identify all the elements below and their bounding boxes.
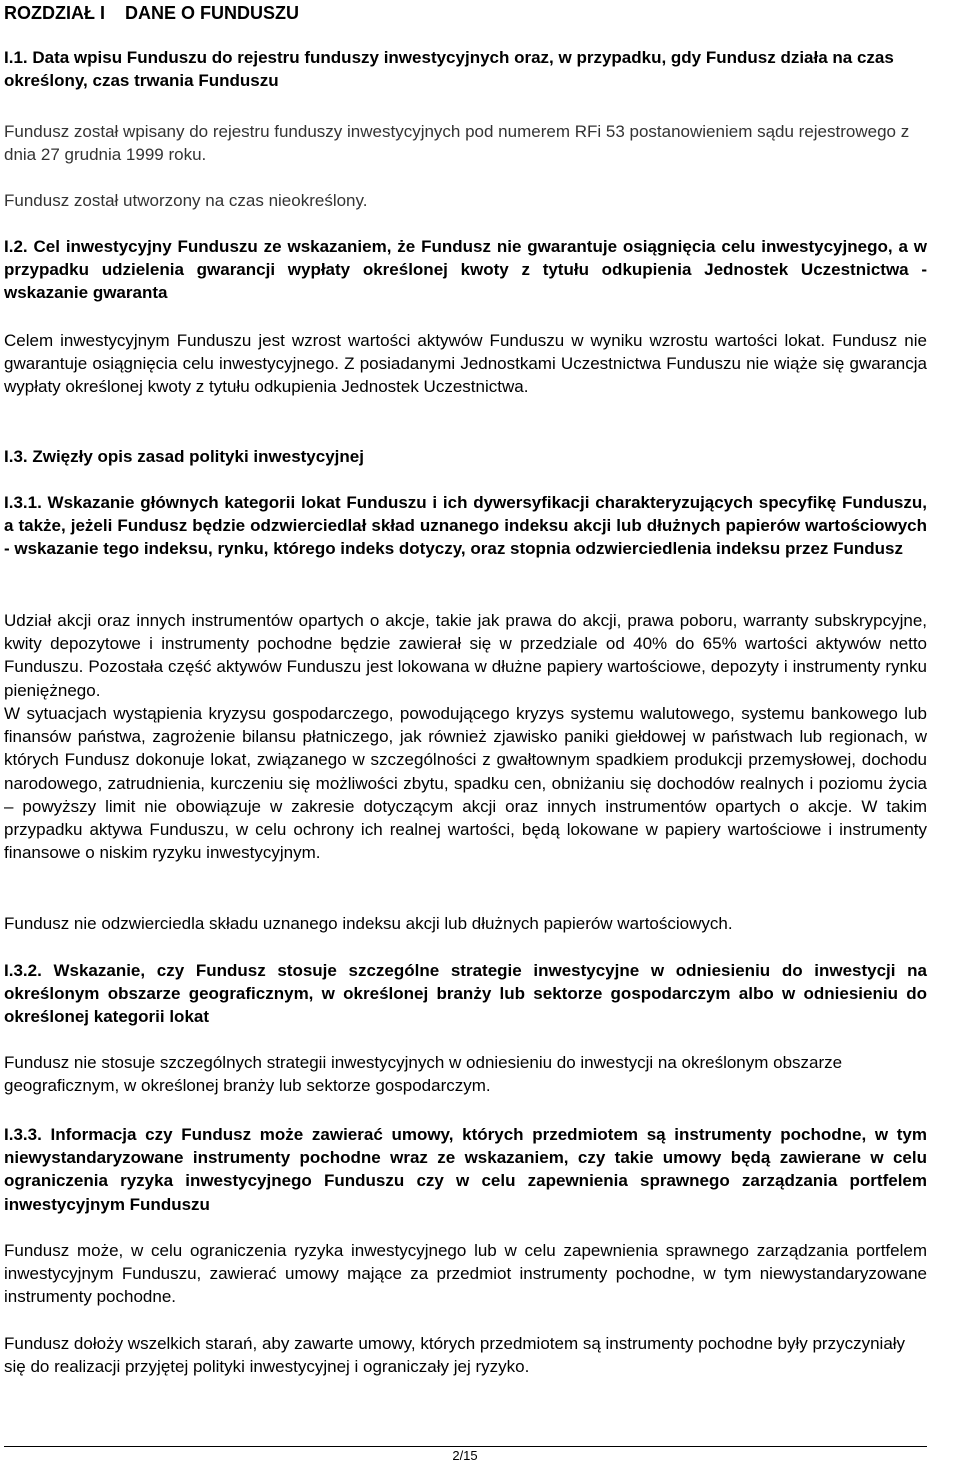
section-1-paragraph-2: Fundusz został utworzony na czas nieokreślony. xyxy=(4,191,368,210)
chapter-label: ROZDZIAŁ I xyxy=(4,3,105,23)
section-3-3-paragraph-2: Fundusz dołoży wszelkich starań, aby zawarte umowy, których przedmiotem są instrumenty pochodne były przyczyniały się do realizacji przyjętej polityki inwestycyjnej i ograniczały jej ryzyko. xyxy=(4,1334,906,1377)
section-3-1-heading: I.3.1. Wskazanie głównych kategorii lokat Funduszu i ich dywersyfikacji charakteryzujących specyfikę Funduszu, a także, jeżeli Fundusz będzie odzwierciedlał skład uznanego indeksu akcji lub dłużnych papierów wartościowych - wskazanie tego indeksu, rynku, którego indeks dotyczy, oraz stopnia odzwierciedlenia indeksu przez Fundusz xyxy=(4,493,927,559)
section-1-heading: I.1. Data wpisu Funduszu do rejestru funduszy inwestycyjnych oraz, w przypadku, gdy Fundusz działa na czas określony, czas trwania Funduszu xyxy=(4,48,894,91)
section-3-1-paragraph-3: Fundusz nie odzwierciedla składu uznanego indeksu akcji lub dłużnych papierów wartościowych. xyxy=(4,914,733,933)
section-2-heading: I.2. Cel inwestycyjny Funduszu ze wskazaniem, że Fundusz nie gwarantuje osiągnięcia celu inwestycyjnego, a w przypadku udzielenia gwarancji wypłaty określonej kwoty z tytułu odkupienia Jednostek Uczestnictwa - wskazanie gwaranta xyxy=(4,237,927,303)
section-3-3-paragraph-1: Fundusz może, w celu ograniczenia ryzyka inwestycyjnego lub w celu zapewnienia sprawnego zarządzania portfelem inwestycyjnym Funduszu, zawierać umowy mające za przedmiot instrumenty pochodne, w tym niewystandaryzowane instrumenty pochodne. xyxy=(4,1241,927,1307)
page-number: 2/15 xyxy=(452,1448,478,1463)
section-3-1-paragraph-1: Udział akcji oraz innych instrumentów opartych o akcje, takie jak prawa do akcji, prawa poboru, warranty subskrypcyjne, kwity depozytowe i instrumenty pochodne będzie zawierał się w przedziale od 40% do 65% wartości aktywów netto Funduszu. Pozostała część aktywów Funduszu jest lokowana w dłużne papiery wartościowe, depozyty i instrumenty rynku pieniężnego. xyxy=(4,611,927,700)
section-2-paragraph-1: Celem inwestycyjnym Funduszu jest wzrost wartości aktywów Funduszu w wyniku wzrostu wartości lokat. Fundusz nie gwarantuje osiągnięcia celu inwestycyjnego. Z posiadanymi Jednostkami Uczestnictwa Funduszu nie wiąże się gwarancja wypłaty określonej kwoty z tytułu odkupienia Jednostek Uczestnictwa. xyxy=(4,331,927,397)
chapter-header xyxy=(4,2,299,24)
section-3-2-heading: I.3.2. Wskazanie, czy Fundusz stosuje szczególne strategie inwestycyjne w odniesieniu do inwestycji na określonym obszarze geograficznym, w określonej branży lub sektorze gospodarczym albo w odniesieniu do określonej kategorii lokat xyxy=(4,961,927,1027)
section-3-heading: I.3. Zwięzły opis zasad polityki inwestycyjnej xyxy=(4,447,364,466)
chapter-title: DANE O FUNDUSZU xyxy=(125,3,299,23)
section-3-3-heading: I.3.3. Informacja czy Fundusz może zawierać umowy, których przedmiotem są instrumenty pochodne, w tym niewystandaryzowane instrumenty pochodne wraz ze wskazaniem, czy takie umowy będą zawierane w celu ograniczenia ryzyka inwestycyjnego Funduszu czy w celu zapewnienia sprawnego zarządzania portfelem inwestycyjnym Funduszu xyxy=(4,1125,927,1214)
section-1-paragraph-1: Fundusz został wpisany do rejestru funduszy inwestycyjnych pod numerem RFi 53 postanowieniem sądu rejestrowego z dnia 27 grudnia 1999 roku. xyxy=(4,122,910,165)
footer-divider xyxy=(4,1446,927,1447)
section-3-2-paragraph-1: Fundusz nie stosuje szczególnych strategii inwestycyjnych w odniesieniu do inwestycji na określonym obszarze geograficznym, w określonej branży lub sektorze gospodarczym. xyxy=(4,1053,843,1096)
section-3-1-paragraph-2: W sytuacjach wystąpienia kryzysu gospodarczego, powodującego kryzys systemu walutowego, systemu bankowego lub finansów państwa, zagrożenie bilansu płatniczego, jak również zjawisko paniki giełdowej w państwach lub regionach, w których Fundusz dokonuje lokat, związanego w szczególności z gwałtownym spadkiem produkcji przemysłowej, dochodu narodowego, zatrudnienia, kurczeniu się możliwości zbytu, spadku cen, obniżaniu się dochodów realnych i poziomu życia – powyższy limit nie obowiązuje w zakresie dotyczącym akcji oraz innych instrumentów opartych o akcje. W takim przypadku aktywa Funduszu, w celu ochrony ich realnej wartości, będą lokowane w papiery wartościowe i instrumenty finansowe o niskim ryzyku inwestycyjnym. xyxy=(4,704,927,863)
